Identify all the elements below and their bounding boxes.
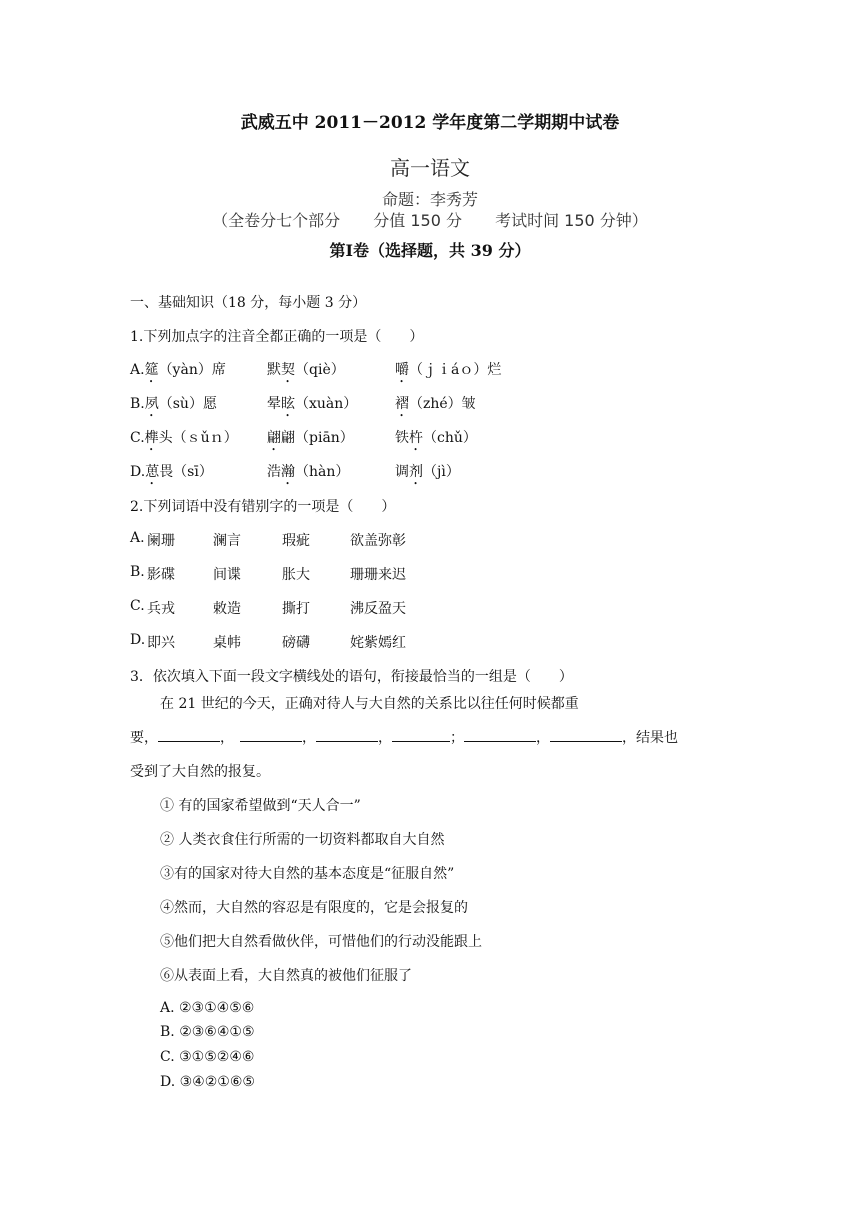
q3-choice-c: C. ③①⑤②④⑥ [160, 1049, 255, 1065]
q3-choice-d: D. ③④②①⑥⑤ [160, 1074, 255, 1090]
q3-passage-line-1: 在 21 世纪的今天，正确对待人与大自然的关系比以往任何时候都重 [160, 696, 579, 712]
exam-title: 武威五中 2011－2012 学年度第二学期期中试卷 [240, 113, 620, 133]
fill-blank [158, 727, 220, 742]
section-heading: 一、基础知识（18 分，每小题 3 分） [130, 295, 367, 311]
question-3-stem: 3．依次填入下面一段文字横线处的语句，衔接最恰当的一组是（ ） [130, 669, 573, 685]
q3-sentence-1: ① 有的国家希望做到“天人合一” [160, 798, 361, 814]
q3-choice-b: B. ②③⑥④①⑤ [160, 1024, 255, 1040]
question-2-stem: 2.下列词语中没有错别字的一项是（ ） [130, 499, 396, 515]
q3-sentence-5: ⑤他们把大自然看做伙伴，可惜他们的行动没能跟上 [160, 934, 482, 950]
q2-option-c: C. 兵戎 敕造 撕打 沸反盈天 [130, 598, 406, 617]
q3-sentence-4: ④然而，大自然的容忍是有限度的，它是会报复的 [160, 900, 468, 916]
exam-info-line [0, 208, 860, 231]
q1-option-c: C.榫头（ｓǔｎ） 翩翩（piān） 铁杵（chǔ） [130, 430, 477, 446]
q2-option-b: B. 影碟 间谍 胀大 珊珊来迟 [130, 564, 406, 583]
q3-sentence-2: ② 人类衣食住行所需的一切资料都取自大自然 [160, 832, 445, 848]
part-heading: 第Ⅰ卷（选择题，共 39 分） [329, 241, 531, 260]
fill-blank [240, 727, 302, 742]
q3-sentence-6: ⑥从表面上看，大自然真的被他们征服了 [160, 968, 412, 984]
question-1-stem: 1.下列加点字的注音全都正确的一项是（ ） [130, 329, 424, 345]
q3-sentence-3: ③有的国家对待大自然的基本态度是“征服自然” [160, 866, 455, 882]
q1-option-b: B.夙（sù）愿 晕眩（xuàn） 褶（zhé）皱 [130, 396, 476, 412]
fill-blank [316, 727, 378, 742]
fill-blank [550, 727, 622, 742]
q1-option-d: D.葸畏（sī） 浩瀚（hàn） 调剂（jì） [130, 464, 460, 480]
exam-info-time: 考试时间 150 分钟） [495, 211, 648, 230]
q3-choice-a: A. ②③①④⑤⑥ [160, 1000, 255, 1016]
q3-passage-line-3: 受到了大自然的报复。 [130, 764, 270, 780]
fill-blank [392, 727, 450, 742]
fill-blank [464, 727, 536, 742]
subject-title: 高一语文 [390, 156, 470, 180]
q1-option-a: A.筵（yàn）席 默契（qiè） 嚼（ｊｉáｏ）烂 [130, 362, 502, 378]
exam-info-parts: （全卷分七个部分 [212, 211, 341, 230]
exam-info-score: 分值 150 分 [373, 211, 462, 230]
q3-passage-line-2: 要， ， ， ， ； ， ，结果也 [130, 727, 678, 747]
author-line: 命题：李秀芳 [381, 190, 478, 209]
q2-option-d: D. 即兴 桌帏 磅礴 姹紫嫣红 [130, 632, 406, 651]
q2-option-a: A. 阑珊 澜言 瑕疵 欲盖弥彰 [130, 530, 406, 549]
